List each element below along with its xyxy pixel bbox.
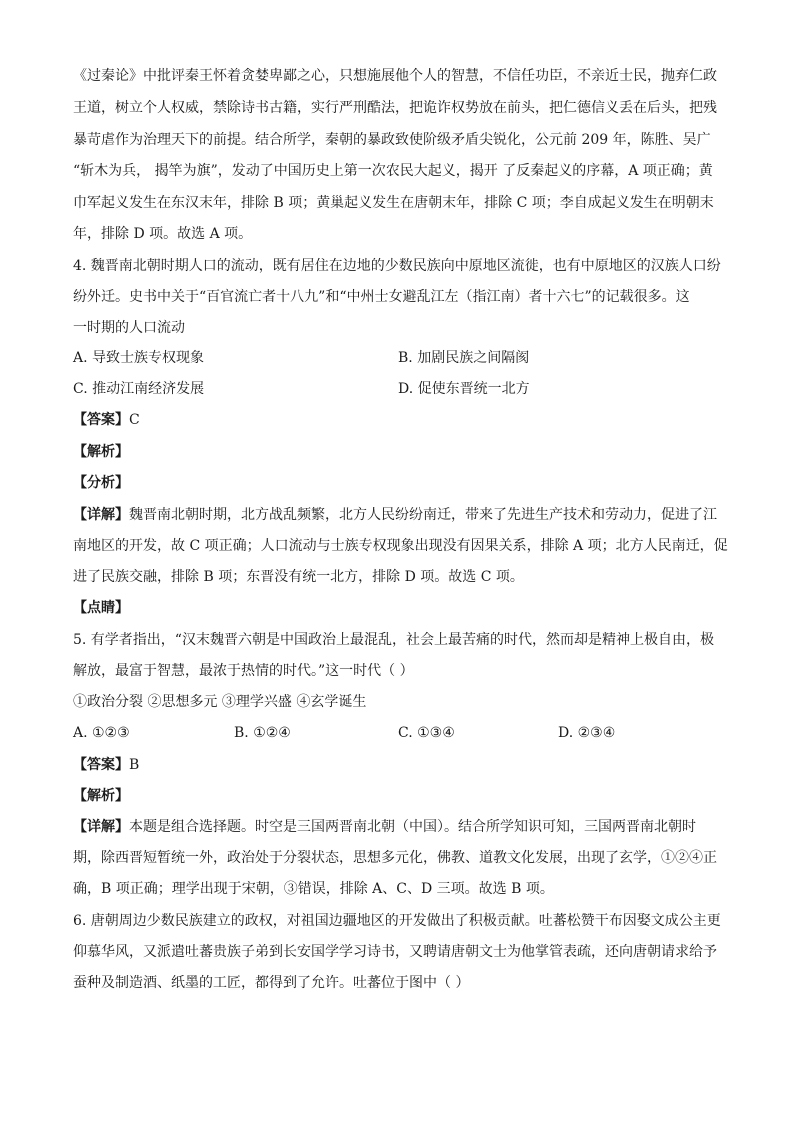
q4-detail-text: 魏晋南北朝时期，北方战乱频繁，北方人民纷纷南迁，带来了先进生产技术和劳动力，促进了江 (129, 507, 717, 523)
q4-detail-line: 进了民族交融，排除 B 项；东晋没有统一北方，排除 D 项。故选 C 项。 (73, 569, 524, 585)
q5-detail-text: 本题是组合选择题。时空是三国两晋南北朝（中国）。结合所学知识可知，三国两晋南北朝时 (129, 819, 696, 835)
q3-explanation-line: 王道，树立个人权威，禁除诗书古籍，实行严刑酷法，把诡诈权势放在前头，把仁德信义丢在后头，把残 (73, 100, 717, 116)
q4-detail-line (73, 505, 717, 525)
q5-answer-row (73, 755, 139, 775)
q4-analysis-label: 【解析】 (73, 444, 129, 460)
q5-stem-line: 5. 有学者指出，“汉末魏晋六朝是中国政治上最混乱，社会上最苦痛的时代，然而却是精神上极自由，极 (73, 632, 714, 648)
q4-dianjing-label: 【点睛】 (73, 600, 129, 616)
q6-stem-line: 6. 唐朝周边少数民族建立的政权，对祖国边疆地区的开发做出了积极贡献。吐蕃松赞干布因娶文成公主更 (73, 913, 721, 929)
detail-label: 【详解】 (73, 507, 129, 523)
q5-option-b: B. ①②④ (234, 725, 291, 741)
q5-analysis-label: 【解析】 (73, 788, 129, 804)
q5-answer: B (129, 757, 140, 773)
q3-explanation-line: 《过秦论》中批评秦王怀着贪婪卑鄙之心，只想施展他个人的智慧，不信任功臣，不亲近士民，抛弃仁政 (73, 68, 717, 84)
q3-explanation-line: 年，排除 D 项。故选 A 项。 (73, 226, 253, 242)
q3-explanation-line: “斩木为兵， 揭竿为旗”，发动了中国历史上第一次农民大起义，揭开 了反秦起义的序幕，A 项正确；黄 (73, 163, 713, 179)
q5-option-d: D. ②③④ (558, 725, 616, 741)
answer-label: 【答案】 (73, 757, 129, 773)
q4-fenxi-label: 【分析】 (73, 475, 129, 491)
q4-stem-line: 4. 魏晋南北朝时期人口的流动，既有居住在边地的少数民族向中原地区流徙，也有中原地区的汉族人口纷 (73, 258, 721, 274)
q5-items: ①政治分裂 ②思想多元 ③理学兴盛 ④玄学诞生 (73, 694, 367, 710)
q5-stem-line: 解放，最富于智慧，最浓于热情的时代。”这一时代（ ） (73, 663, 414, 679)
q4-detail-line: 南地区的开发，故 C 项正确；人口流动与士族专权现象出现没有因果关系，排除 A 项；北方人民南迁，促 (73, 538, 728, 554)
q5-option-a: A. ①②③ (73, 725, 130, 741)
q5-option-c: C. ①③④ (398, 725, 455, 741)
q4-option-a: A. 导致士族专权现象 (73, 350, 205, 366)
q4-answer-row (73, 410, 140, 430)
answer-label: 【答案】 (73, 412, 129, 428)
q4-option-c: C. 推动江南经济发展 (73, 381, 205, 397)
q3-explanation-line: 巾军起义发生在东汉末年，排除 B 项；黄巢起义发生在唐朝末年，排除 C 项；李自成起义发生在明朝末 (73, 195, 714, 211)
q5-detail-line: 期，除西晋短暂统一外，政治处于分裂状态，思想多元化，佛教、道教文化发展，出现了玄学，①②④正 (73, 850, 717, 866)
q4-answer: C (129, 412, 140, 428)
q4-option-d: D. 促使东晋统一北方 (398, 381, 530, 397)
q4-option-b: B. 加剧民族之间隔阂 (398, 350, 530, 366)
q3-explanation-line: 暴苛虐作为治理天下的前提。结合所学，秦朝的暴政致使阶级矛盾尖锐化，公元前 209 年，陈胜、吴广 (73, 132, 711, 148)
q5-detail-line (73, 817, 696, 837)
q5-detail-line: 确，B 项正确；理学出现于宋朝，③错误，排除 A、C、D 三项。故选 B 项。 (73, 881, 554, 897)
q6-stem-line: 仰慕华风，又派遣吐蕃贵族子弟到长安国学学习诗书，又聘请唐朝文士为他掌管表疏，还向唐朝请求给予 (73, 944, 717, 960)
q6-stem-line: 蚕种及制造酒、纸墨的工匠，都得到了允许。吐蕃位于图中（ ） (73, 975, 470, 991)
q4-stem-line: 一时期的人口流动 (73, 320, 185, 336)
detail-label: 【详解】 (73, 819, 129, 835)
q4-stem-line: 纷外迁。史书中关于“百官流亡者十八九”和“中州士女避乱江左（指江南）者十六七”的记载很多。这 (73, 289, 690, 305)
